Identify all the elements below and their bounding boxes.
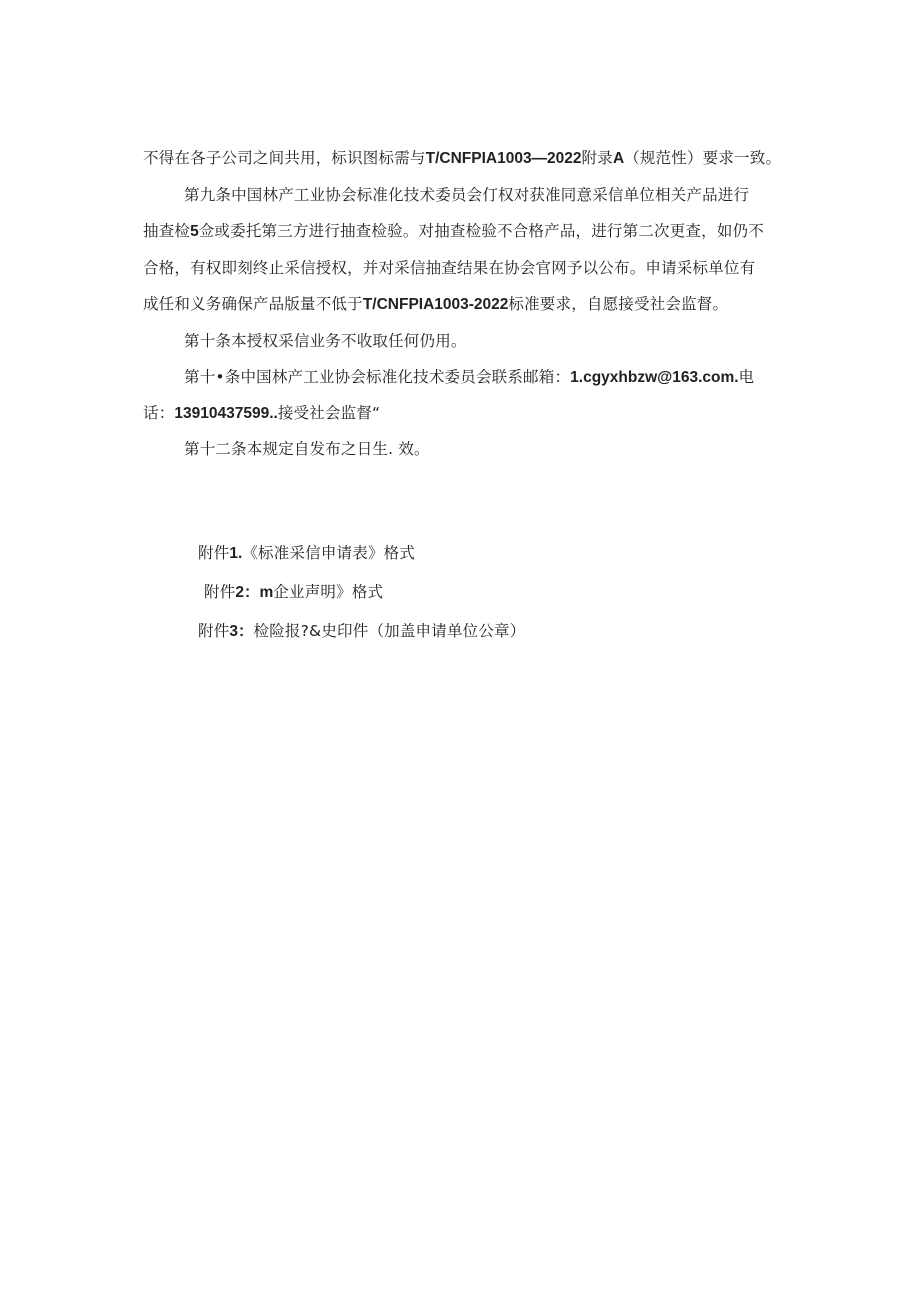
attachment-1 [198, 541, 415, 566]
line-1-appendix-letter: A [612, 150, 625, 167]
attachment-3 [198, 619, 525, 644]
article-9-line-2 [143, 219, 764, 244]
line-7-text-c: 电 [738, 368, 755, 386]
attachment-1-title: 《标准采信申请表》格式 [242, 544, 416, 562]
line-8-text-a: 话： [143, 404, 175, 422]
line-5-text-a: 成任和义务确保产品版量不低于 [143, 295, 363, 313]
attachment-1-label: 附件 [198, 544, 230, 562]
line-1-standard-code: T/CNFPIA1003—2022 [425, 150, 582, 167]
line-9-text-a: 第十二条本规定自发布之日生. 效。 [184, 440, 430, 458]
article-9-line-1 [184, 183, 749, 207]
attachment-2 [204, 580, 383, 605]
line-3-number: 5 [190, 223, 199, 240]
attachment-2-title: 企业声明》格式 [273, 583, 384, 601]
attachment-2-label: 附件 [204, 583, 236, 601]
article-10 [184, 329, 467, 353]
article-9-line-4 [143, 292, 728, 317]
line-1-text-a: 不得在各子公司之间共用，标识图标需与 [143, 149, 426, 167]
article-11-line-1 [184, 365, 754, 390]
article-11-line-2 [143, 401, 380, 426]
body-line-1 [143, 146, 781, 171]
line-7-text-a: 第十•条中国林产工业协会标准化技术委员会联系邮箱： [184, 368, 571, 386]
attachment-1-number: 1. [229, 545, 243, 562]
line-3-text-a: 抽查检 [143, 222, 191, 240]
contact-email: 1.cgyxhbzw@163.com. [570, 369, 739, 386]
attachment-3-number: 3： [229, 623, 254, 640]
line-3-text-c: 佥或委托第三方进行抽查检验。对抽查检验不合格产品，进行第二次更查，如仍不 [198, 222, 764, 240]
attachment-3-title: 检险报?&史印件（加盖申请单位公章） [253, 622, 526, 640]
article-9-line-3 [143, 256, 755, 280]
line-5-text-c: 标准要求，自愿接受社会监督。 [508, 295, 729, 313]
line-6-text-a: 第十条本授权采信业务不收取任何仍用。 [184, 332, 467, 350]
article-12 [184, 437, 430, 461]
attachment-3-label: 附件 [198, 622, 230, 640]
line-1-text-e: （规范性）要求一致。 [624, 149, 782, 167]
line-2-text-a: 第九条中国林产工业协会标准化技术委员会仃权对获准同意采信单位相关产品进行 [184, 186, 750, 204]
line-1-text-c: 附录 [581, 149, 613, 167]
line-4-text-a: 合格，有权即刻终止采信授权，并对采信抽查结果在协会官网予以公布。申请采标单位有 [143, 259, 756, 277]
line-8-text-c: 接受社会监督“ [277, 404, 381, 422]
contact-phone: 13910437599.. [174, 405, 278, 422]
attachment-2-number: 2：m [235, 584, 274, 601]
line-5-standard-code: T/CNFPIA1003-2022 [362, 296, 509, 313]
